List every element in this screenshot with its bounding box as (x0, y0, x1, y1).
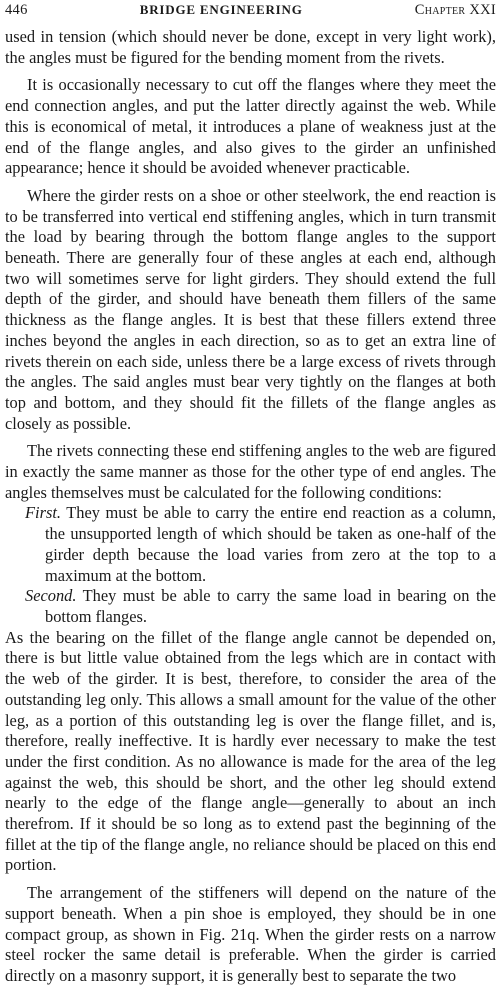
condition-second-label: Second. (25, 586, 77, 606)
chapter-label: Chapter XXI (414, 2, 496, 18)
page-number: 446 (5, 2, 28, 18)
paragraph-rivets: The rivets connecting these end stiffening angles to the web are figured in exactly the same manner as those for the other type of end angles. The angles themselves must be calculated for the following conditions: (5, 441, 496, 502)
condition-second-text: They must be able to carry the same load in bearing on the bottom flanges. (45, 586, 496, 626)
condition-first-text: They must be able to carry the entire end reaction as a column, the unsupported length of which should be taken as one-half of the girder depth because the load varies from zero at the top to a maximum at the bottom. (45, 503, 496, 585)
paragraph-bearing: As the bearing on the fillet of the flange angle cannot be depended on, there is but little value obtained from the legs which are in contact with the web of the girder. It is best, therefore, to consider the area of the outstanding leg only. This allows a small amount for the value of the other leg, as a portion of this outstanding leg is over the flange fillet, and is, therefore, really ineffective. It is hardly ever necessary to make the test under the first condition. As no allowance is made for the area of the leg against the web, this should be short, and the other leg should extend nearly to the edge of the flange angle—generally to about an inch therefrom. If it should be so long as to extend past the beginning of the fillet at the tip of the flange angle, no reliance should be placed on this end portion. (5, 627, 496, 875)
paragraph-arrangement: The arrangement of the stiffeners will depend on the nature of the support beneath. When a pin shoe is employed, they should be in one compact group, as shown in Fig. 21q. When the girder rests on a narrow steel rocker the same detail is preferable. When the girder is carried directly on a masonry support, it is generally best to separate the two (5, 883, 496, 985)
paragraph-end-stiffening: Where the girder rests on a shoe or other steelwork, the end reaction is to be transferred into vertical end stiffening angles, which in turn transmit the load by bearing through the bottom flange angles to the support beneath. There are generally four of these angles at each end, although two will sometimes serve for light girders. They should extend the full depth of the girder, and should have beneath them fillers of the same thickness as the flange angles. It is best that these fillers extend three inches beyond the angles in each direction, so as to get an extra line of rivets therein on each side, unless there be a large excess of rivets through the angles. The said angles must bear very tightly on the flanges at both top and bottom, and they should fit the fillets of the flange angles as closely as possible. (5, 185, 496, 433)
condition-first-label: First. (25, 503, 61, 523)
body-text (5, 27, 496, 987)
paragraph-continued: used in tension (which should never be done, except in very light work), the angles must be figured for the bending moment from the rivets. (5, 27, 496, 67)
running-head (5, 0, 496, 20)
paragraph-flange-cutting: It is occasionally necessary to cut off the flanges where they meet the end connection angles, and put the latter directly against the web. While this is economical of metal, it introduces a plane of weakness just at the end of the flange angles, and also gives to the girder an unfinished appearance; hence it should be avoided whenever practicable. (5, 75, 496, 178)
running-title: BRIDGE ENGINEERING (139, 2, 303, 17)
condition-first (5, 503, 496, 586)
condition-second (5, 586, 496, 627)
